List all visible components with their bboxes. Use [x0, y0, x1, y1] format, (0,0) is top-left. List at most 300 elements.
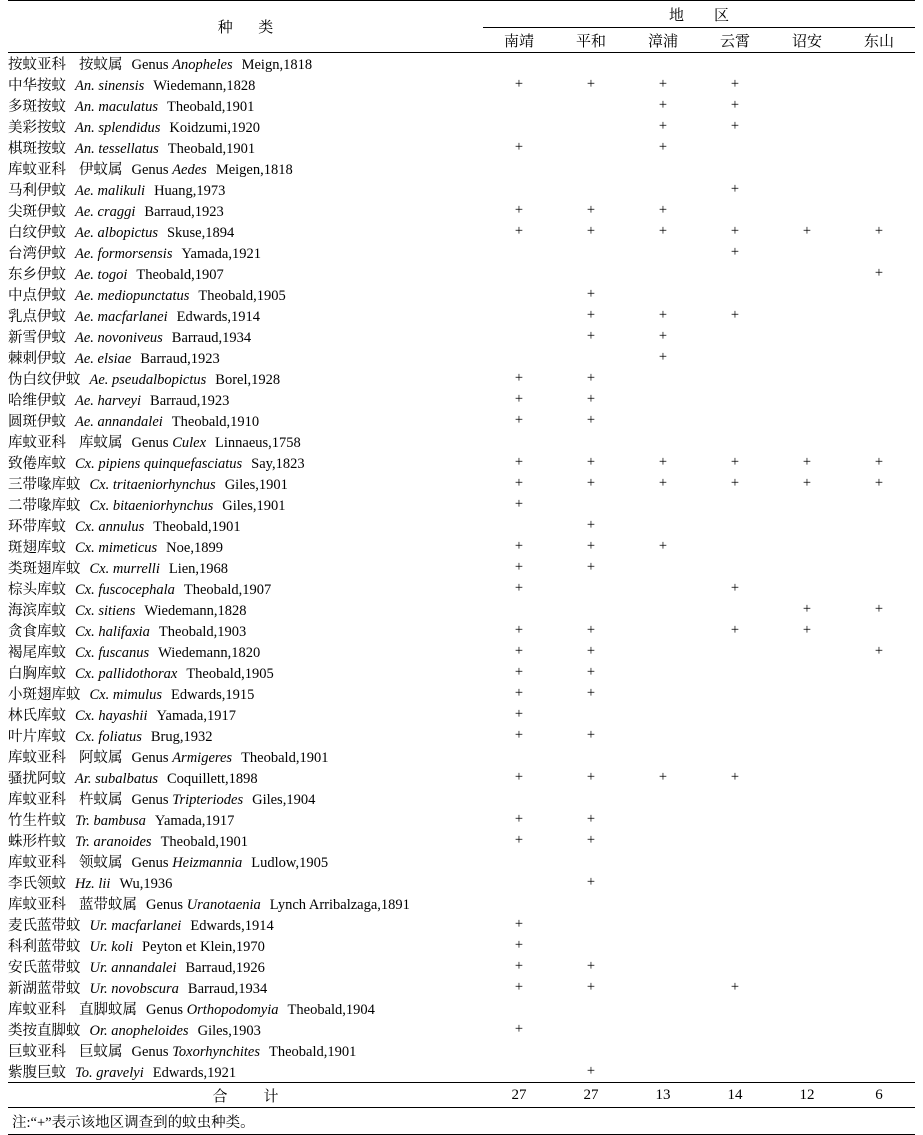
mark-cell-pinghe — [555, 998, 627, 1019]
mark-cell-zhaoan — [771, 116, 843, 137]
mark-cell-zhangpu — [627, 998, 699, 1019]
latin-name: Cx. fuscocephala — [75, 582, 175, 598]
mark-cell-zhangpu — [627, 956, 699, 977]
species-name-cell — [8, 74, 483, 95]
table-row — [8, 830, 915, 851]
species-name-cell — [8, 956, 483, 977]
table-row — [8, 452, 915, 473]
mark-cell-nanjing — [483, 431, 555, 452]
mark-cell-yunxiao: + — [730, 223, 740, 239]
mark-cell-zhaoan — [771, 956, 843, 977]
species-name-cell — [8, 977, 483, 998]
mark-cell-zhangpu — [627, 662, 699, 683]
mark-cell-zhangpu — [627, 935, 699, 956]
mark-cell-pinghe — [555, 242, 627, 263]
genus-keyword: Genus — [146, 1002, 187, 1018]
mark-cell-pinghe — [555, 95, 627, 116]
latin-name: Ae. elsiae — [75, 351, 132, 367]
mark-cell-zhaoan — [771, 893, 843, 914]
mark-cell-nanjing: + — [514, 475, 524, 491]
author-citation: Peyton et Klein,1970 — [142, 939, 265, 955]
chinese-name: 库蚊亚科 — [8, 750, 66, 766]
mark-cell-yunxiao — [699, 830, 771, 851]
mark-cell-zhangpu — [627, 368, 699, 389]
chinese-name: 库蚊亚科 — [8, 792, 66, 808]
latin-name: Cx. hayashii — [75, 708, 148, 724]
table-row — [8, 1040, 915, 1061]
mark-cell-zhangpu — [627, 641, 699, 662]
mark-cell-yunxiao — [699, 809, 771, 830]
genus-keyword: Genus — [146, 897, 187, 913]
mark-cell-pinghe — [555, 158, 627, 179]
mark-cell-nanjing: + — [514, 769, 524, 785]
author-citation: Theobald,1901 — [160, 834, 248, 850]
chinese-name: 伪白纹伊蚊 — [8, 372, 81, 388]
table-row — [8, 851, 915, 872]
species-name-cell — [8, 620, 483, 641]
table-row — [8, 662, 915, 683]
mark-cell-yunxiao — [699, 494, 771, 515]
mark-cell-zhaoan: + — [802, 622, 812, 638]
mark-cell-dongshan — [843, 809, 915, 830]
latin-name: Ae. mediopunctatus — [75, 288, 190, 304]
mark-cell-zhaoan — [771, 851, 843, 872]
header-region-group: 地 区 — [483, 1, 915, 28]
mark-cell-zhangpu — [627, 179, 699, 200]
table-row — [8, 935, 915, 956]
chinese-name: 库蚊亚科 — [8, 435, 66, 451]
total-pinghe: 27 — [555, 1083, 627, 1108]
mark-cell-yunxiao — [699, 536, 771, 557]
mark-cell-zhangpu — [627, 809, 699, 830]
genus-keyword: Genus — [131, 1044, 173, 1060]
author-citation: Giles,1901 — [222, 498, 286, 514]
species-name-cell — [8, 599, 483, 620]
mark-cell-pinghe: + — [586, 769, 596, 785]
table-row — [8, 347, 915, 368]
mark-cell-yunxiao — [699, 284, 771, 305]
mark-cell-zhaoan — [771, 746, 843, 767]
mark-cell-yunxiao — [699, 410, 771, 431]
mark-cell-dongshan — [843, 914, 915, 935]
mark-cell-pinghe: + — [586, 538, 596, 554]
table-row — [8, 494, 915, 515]
mark-cell-nanjing: + — [514, 496, 524, 512]
mark-cell-pinghe: + — [586, 1063, 596, 1079]
mark-cell-pinghe — [555, 431, 627, 452]
mark-cell-zhaoan — [771, 1040, 843, 1061]
species-name-cell — [8, 305, 483, 326]
table-row — [8, 914, 915, 935]
chinese-name: 竹生杵蚊 — [8, 813, 66, 829]
mark-cell-nanjing: + — [514, 391, 524, 407]
mark-cell-nanjing: + — [514, 811, 524, 827]
mark-cell-dongshan — [843, 578, 915, 599]
total-nanjing: 27 — [483, 1083, 555, 1108]
species-name-cell — [8, 767, 483, 788]
author-citation: Wu,1936 — [119, 876, 173, 892]
mark-cell-zhaoan — [771, 494, 843, 515]
species-name-cell — [8, 536, 483, 557]
author-citation: Huang,1973 — [154, 183, 226, 199]
mark-cell-yunxiao — [699, 914, 771, 935]
mark-cell-pinghe — [555, 53, 627, 75]
mark-cell-yunxiao — [699, 872, 771, 893]
mark-cell-yunxiao: + — [730, 76, 740, 92]
mark-cell-pinghe — [555, 137, 627, 158]
latin-name: Ur. annandalei — [89, 960, 177, 976]
mark-cell-zhangpu — [627, 263, 699, 284]
mark-cell-zhangpu — [627, 725, 699, 746]
mark-cell-zhangpu: + — [658, 538, 668, 554]
author-citation: Theobald,1910 — [171, 414, 260, 430]
mark-cell-dongshan: + — [874, 475, 884, 491]
mark-cell-dongshan — [843, 179, 915, 200]
mark-cell-pinghe: + — [586, 370, 596, 386]
author-citation: Barraud,1926 — [185, 960, 265, 976]
mark-cell-zhangpu — [627, 242, 699, 263]
species-name-cell — [8, 116, 483, 137]
chinese-name: 库蚊亚科 — [8, 855, 66, 871]
latin-name: Ur. macfarlanei — [89, 918, 182, 934]
mark-cell-zhangpu — [627, 578, 699, 599]
mark-cell-zhaoan — [771, 389, 843, 410]
mark-cell-dongshan — [843, 1040, 915, 1061]
mark-cell-yunxiao: + — [730, 454, 740, 470]
mark-cell-nanjing: + — [514, 580, 524, 596]
chinese-name: 小斑翅库蚊 — [8, 687, 81, 703]
chinese-name: 中华按蚊 — [8, 78, 66, 94]
mark-cell-zhaoan — [771, 1061, 843, 1083]
mark-cell-pinghe: + — [586, 412, 596, 428]
author-citation: Theobald,1907 — [136, 267, 224, 283]
mark-cell-pinghe — [555, 914, 627, 935]
author-citation: Barraud,1923 — [144, 204, 224, 220]
table-body — [8, 53, 915, 1083]
latin-name: Tr. bambusa — [75, 813, 146, 829]
mark-cell-pinghe: + — [586, 76, 596, 92]
species-name-cell — [8, 515, 483, 536]
mark-cell-dongshan — [843, 137, 915, 158]
mark-cell-nanjing: + — [514, 979, 524, 995]
mark-cell-zhaoan — [771, 914, 843, 935]
mark-cell-yunxiao — [699, 851, 771, 872]
chinese-name: 三带喙库蚊 — [8, 477, 81, 493]
mark-cell-zhaoan — [771, 74, 843, 95]
mark-cell-nanjing — [483, 263, 555, 284]
table-row — [8, 410, 915, 431]
mark-cell-nanjing: + — [514, 727, 524, 743]
mark-cell-zhangpu — [627, 599, 699, 620]
mark-cell-dongshan — [843, 389, 915, 410]
species-name-cell — [8, 221, 483, 242]
table-note-wrap — [8, 1111, 915, 1135]
genus-keyword: Genus — [131, 57, 173, 73]
mark-cell-yunxiao — [699, 662, 771, 683]
species-name-cell — [8, 1061, 483, 1083]
chinese-name: 巨蚊亚科 — [8, 1044, 66, 1060]
mark-cell-pinghe — [555, 704, 627, 725]
mark-cell-yunxiao: + — [730, 181, 740, 197]
mark-cell-nanjing — [483, 998, 555, 1019]
mark-cell-yunxiao — [699, 935, 771, 956]
mark-cell-dongshan: + — [874, 601, 884, 617]
genus-chinese-name: 巨蚊属 — [79, 1044, 123, 1060]
mark-cell-dongshan — [843, 557, 915, 578]
mark-cell-zhangpu: + — [658, 349, 668, 365]
author-citation: Giles,1903 — [197, 1023, 261, 1039]
author-citation: Theobald,1905 — [186, 666, 274, 682]
latin-name: Cx. foliatus — [75, 729, 142, 745]
mark-cell-zhangpu — [627, 284, 699, 305]
mark-cell-zhaoan — [771, 641, 843, 662]
mark-cell-yunxiao: + — [730, 979, 740, 995]
latin-name: Cx. bitaeniorhynchus — [89, 498, 214, 514]
latin-name: Ae. togoi — [75, 267, 128, 283]
species-name-cell — [8, 830, 483, 851]
author-citation: Skuse,1894 — [166, 225, 235, 241]
species-name-cell — [8, 935, 483, 956]
mark-cell-dongshan — [843, 431, 915, 452]
mark-cell-yunxiao: + — [730, 118, 740, 134]
header-region-nanjing: 南靖 — [483, 28, 555, 53]
mark-cell-zhangpu — [627, 872, 699, 893]
chinese-name: 圆斑伊蚊 — [8, 414, 66, 430]
mark-cell-nanjing — [483, 851, 555, 872]
latin-name: An. tessellatus — [75, 141, 159, 157]
species-name-cell — [8, 347, 483, 368]
total-label: 合 计 — [8, 1083, 483, 1108]
author-citation: Barraud,1934 — [171, 330, 252, 346]
mark-cell-pinghe: + — [586, 979, 596, 995]
chinese-name: 台湾伊蚊 — [8, 246, 66, 262]
species-name-cell — [8, 557, 483, 578]
genus-latin-name: Aedes — [172, 162, 207, 178]
mark-cell-yunxiao — [699, 725, 771, 746]
mark-cell-zhangpu — [627, 515, 699, 536]
mark-cell-pinghe: + — [586, 475, 596, 491]
author-citation: Wiedemann,1820 — [158, 645, 261, 661]
mark-cell-pinghe: + — [586, 622, 596, 638]
mark-cell-pinghe — [555, 935, 627, 956]
genus-name-cell — [8, 53, 483, 75]
table-row — [8, 305, 915, 326]
author-citation: Yamada,1917 — [154, 813, 235, 829]
genus-keyword: Genus — [131, 750, 173, 766]
mark-cell-yunxiao — [699, 200, 771, 221]
author-citation: Theobald,1904 — [287, 1002, 375, 1018]
latin-name: Ae. macfarlanei — [75, 309, 168, 325]
genus-keyword: Genus — [131, 162, 173, 178]
mark-cell-pinghe — [555, 893, 627, 914]
mark-cell-zhaoan — [771, 788, 843, 809]
chinese-name: 马利伊蚊 — [8, 183, 66, 199]
chinese-name: 斑翅库蚊 — [8, 540, 66, 556]
mark-cell-nanjing: + — [514, 937, 524, 953]
mark-cell-pinghe: + — [586, 664, 596, 680]
author-citation: Meigen,1818 — [215, 162, 293, 178]
genus-latin-name: Armigeres — [172, 750, 233, 766]
table-row — [8, 221, 915, 242]
header-region-pinghe: 平和 — [555, 28, 627, 53]
mark-cell-zhaoan — [771, 809, 843, 830]
mark-cell-zhaoan — [771, 998, 843, 1019]
author-citation: Koidzumi,1920 — [169, 120, 261, 136]
mark-cell-yunxiao — [699, 431, 771, 452]
mark-cell-pinghe — [555, 578, 627, 599]
mark-cell-zhaoan — [771, 683, 843, 704]
mark-cell-yunxiao — [699, 137, 771, 158]
mark-cell-zhangpu — [627, 53, 699, 75]
author-citation: Yamada,1917 — [156, 708, 236, 724]
mosquito-species-table — [8, 0, 915, 1108]
author-citation: Wiedemann,1828 — [153, 78, 256, 94]
mark-cell-zhangpu — [627, 620, 699, 641]
author-citation: Edwards,1921 — [152, 1065, 237, 1081]
mark-cell-pinghe: + — [586, 874, 596, 890]
author-citation: Lynch Arribalzaga,1891 — [269, 897, 410, 913]
mark-cell-zhangpu — [627, 830, 699, 851]
latin-name: Cx. pallidothorax — [75, 666, 178, 682]
latin-name: Ae. craggi — [75, 204, 136, 220]
species-name-cell — [8, 473, 483, 494]
mark-cell-dongshan — [843, 788, 915, 809]
mark-cell-dongshan — [843, 767, 915, 788]
total-dongshan: 6 — [843, 1083, 915, 1108]
mark-cell-nanjing: + — [514, 223, 524, 239]
mark-cell-pinghe: + — [586, 517, 596, 533]
mark-cell-pinghe: + — [586, 328, 596, 344]
mark-cell-yunxiao: + — [730, 97, 740, 113]
mark-cell-nanjing: + — [514, 643, 524, 659]
genus-latin-name: Toxorhynchites — [172, 1044, 260, 1060]
author-citation: Lien,1968 — [168, 561, 229, 577]
mark-cell-dongshan — [843, 872, 915, 893]
species-name-cell — [8, 494, 483, 515]
genus-chinese-name: 蓝带蚊属 — [79, 897, 137, 913]
mark-cell-zhaoan — [771, 326, 843, 347]
species-name-cell — [8, 389, 483, 410]
chinese-name: 白纹伊蚊 — [8, 225, 66, 241]
mark-cell-nanjing — [483, 326, 555, 347]
table-row — [8, 683, 915, 704]
chinese-name: 致倦库蚊 — [8, 456, 66, 472]
mark-cell-dongshan: + — [874, 643, 884, 659]
chinese-name: 紫腹巨蚊 — [8, 1065, 66, 1081]
mark-cell-zhangpu: + — [658, 769, 668, 785]
mark-cell-zhangpu — [627, 494, 699, 515]
genus-latin-name: Culex — [172, 435, 207, 451]
mark-cell-nanjing — [483, 893, 555, 914]
mark-cell-zhaoan — [771, 284, 843, 305]
table-row — [8, 536, 915, 557]
table-row — [8, 746, 915, 767]
mark-cell-zhangpu: + — [658, 307, 668, 323]
author-citation: Linnaeus,1758 — [215, 435, 301, 451]
latin-name: Cx. murrelli — [89, 561, 160, 577]
header-species: 种 类 — [8, 1, 483, 53]
genus-chinese-name: 阿蚊属 — [79, 750, 123, 766]
genus-latin-name: Tripteriodes — [172, 792, 244, 808]
mark-cell-nanjing — [483, 95, 555, 116]
table-row — [8, 116, 915, 137]
mark-cell-zhaoan — [771, 368, 843, 389]
latin-name: Ur. novobscura — [89, 981, 179, 997]
table-row — [8, 74, 915, 95]
mark-cell-dongshan — [843, 662, 915, 683]
mark-cell-zhangpu: + — [658, 202, 668, 218]
mark-cell-zhangpu — [627, 683, 699, 704]
latin-name: An. splendidus — [75, 120, 161, 136]
latin-name: An. sinensis — [75, 78, 145, 94]
mark-cell-yunxiao: + — [730, 244, 740, 260]
chinese-name: 麦氏蓝带蚊 — [8, 918, 81, 934]
table-row — [8, 137, 915, 158]
mark-cell-yunxiao — [699, 515, 771, 536]
mark-cell-yunxiao — [699, 599, 771, 620]
table-row — [8, 326, 915, 347]
table-row — [8, 515, 915, 536]
chinese-name: 科利蓝带蚊 — [8, 939, 81, 955]
table-row — [8, 1061, 915, 1083]
species-name-cell — [8, 368, 483, 389]
table-row — [8, 431, 915, 452]
mark-cell-zhaoan — [771, 830, 843, 851]
mark-cell-zhaoan — [771, 305, 843, 326]
latin-name: Or. anopheloides — [89, 1023, 189, 1039]
mark-cell-zhaoan — [771, 767, 843, 788]
chinese-name: 贪食库蚊 — [8, 624, 66, 640]
header-region-zhaoan: 诏安 — [771, 28, 843, 53]
mark-cell-zhaoan: + — [802, 223, 812, 239]
mark-cell-dongshan — [843, 305, 915, 326]
genus-name-cell — [8, 788, 483, 809]
species-name-cell — [8, 200, 483, 221]
mark-cell-pinghe — [555, 179, 627, 200]
mark-cell-yunxiao — [699, 389, 771, 410]
mark-cell-zhaoan: + — [802, 601, 812, 617]
table-row — [8, 200, 915, 221]
latin-name: To. gravelyi — [75, 1065, 144, 1081]
mark-cell-nanjing: + — [514, 454, 524, 470]
table-row — [8, 788, 915, 809]
genus-chinese-name: 领蚊属 — [79, 855, 123, 871]
mark-cell-nanjing: + — [514, 76, 524, 92]
author-citation: Edwards,1915 — [171, 687, 255, 703]
mark-cell-yunxiao: + — [730, 307, 740, 323]
mark-cell-dongshan: + — [874, 265, 884, 281]
table-row — [8, 977, 915, 998]
table-note: 注:“+”表示该地区调查到的蚊虫种类。 — [12, 1115, 255, 1131]
mark-cell-zhangpu: + — [658, 475, 668, 491]
species-name-cell — [8, 809, 483, 830]
mark-cell-zhaoan — [771, 347, 843, 368]
genus-latin-name: Heizmannia — [172, 855, 243, 871]
chinese-name: 多斑按蚊 — [8, 99, 66, 115]
latin-name: An. maculatus — [75, 99, 158, 115]
mark-cell-pinghe — [555, 851, 627, 872]
mark-cell-yunxiao — [699, 746, 771, 767]
table-row — [8, 284, 915, 305]
mark-cell-dongshan — [843, 725, 915, 746]
mark-cell-nanjing: + — [514, 958, 524, 974]
mark-cell-pinghe: + — [586, 391, 596, 407]
chinese-name: 东乡伊蚊 — [8, 267, 66, 283]
mark-cell-yunxiao — [699, 641, 771, 662]
mark-cell-yunxiao — [699, 1061, 771, 1083]
table-row — [8, 704, 915, 725]
chinese-name: 哈维伊蚊 — [8, 393, 66, 409]
